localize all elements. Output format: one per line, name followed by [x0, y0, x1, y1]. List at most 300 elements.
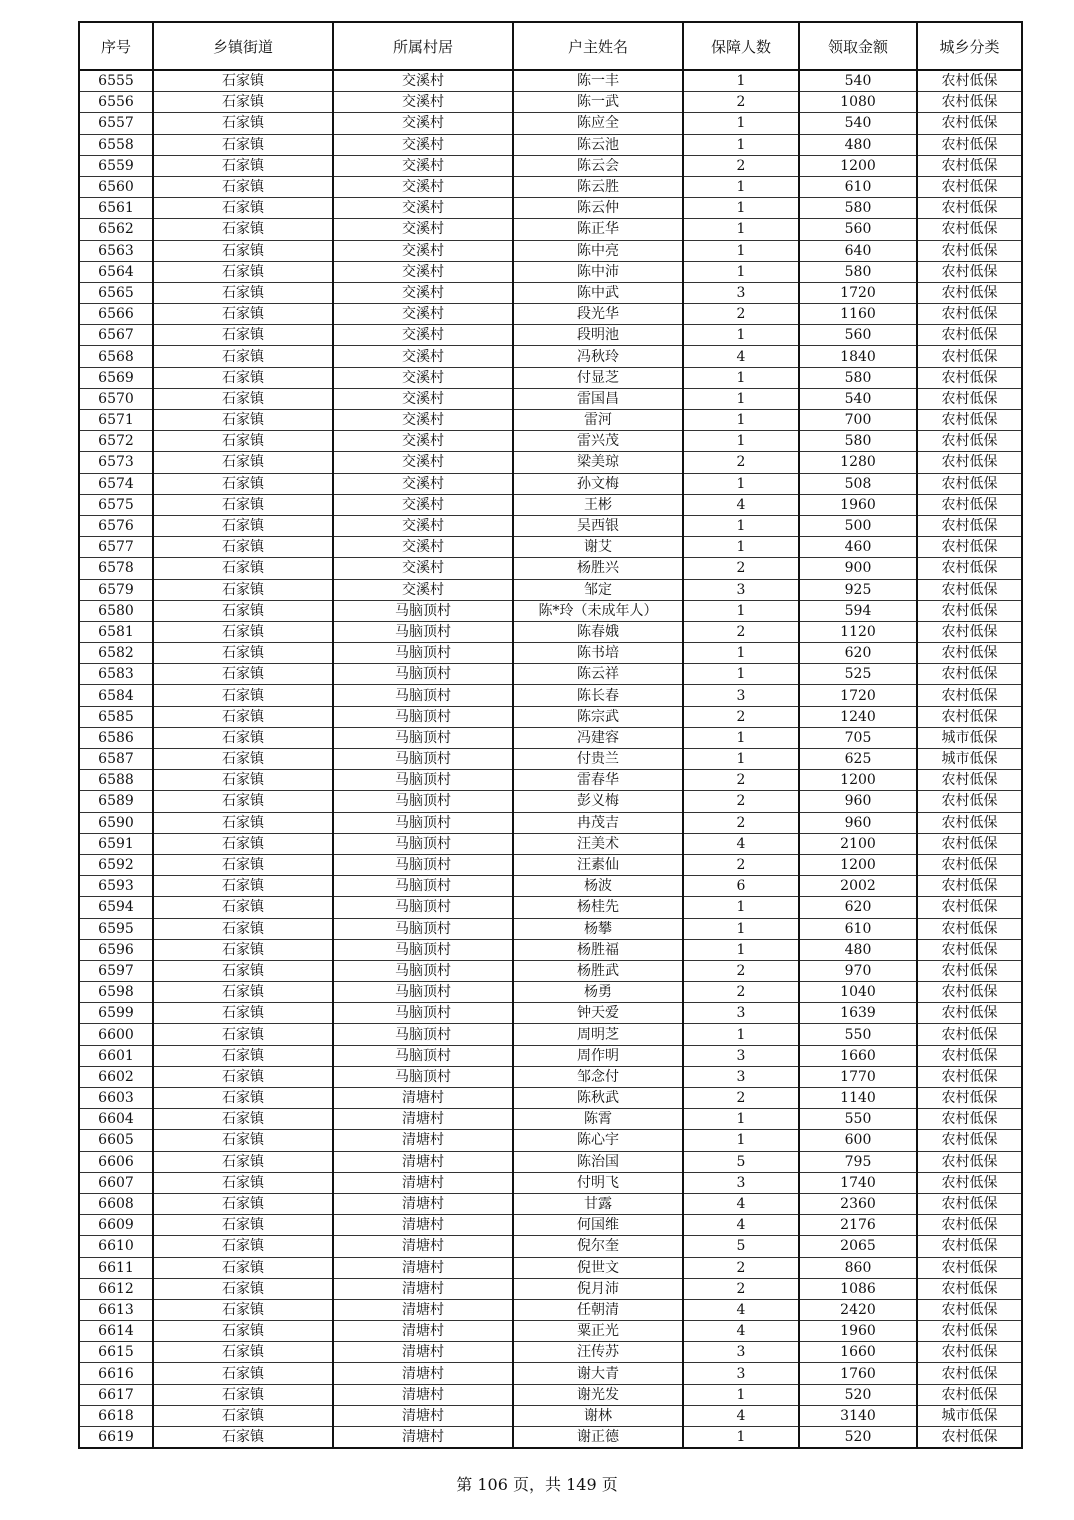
cell-village: 马脑顶村 [333, 897, 513, 918]
cell-village: 马脑顶村 [333, 600, 513, 621]
cell-householder-name: 何国维 [513, 1215, 683, 1236]
cell-category: 农村低保 [917, 1130, 1022, 1151]
cell-householder-name: 倪月沛 [513, 1278, 683, 1299]
cell-township: 石家镇 [153, 367, 333, 388]
cell-category: 农村低保 [917, 261, 1022, 282]
cell-serial-number: 6611 [79, 1257, 153, 1278]
cell-householder-name: 陈云胜 [513, 176, 683, 197]
table-row [79, 1045, 1022, 1066]
cell-amount: 1086 [799, 1278, 917, 1299]
cell-township: 石家镇 [153, 1342, 333, 1363]
cell-category: 农村低保 [917, 70, 1022, 92]
cell-category: 农村低保 [917, 431, 1022, 452]
table-row [79, 70, 1022, 92]
table-row [79, 770, 1022, 791]
cell-householder-name: 付显芝 [513, 367, 683, 388]
cell-village: 马脑顶村 [333, 1003, 513, 1024]
cell-category: 农村低保 [917, 1003, 1022, 1024]
table-row [79, 1130, 1022, 1151]
cell-township: 石家镇 [153, 1236, 333, 1257]
cell-township: 石家镇 [153, 1363, 333, 1384]
cell-category: 农村低保 [917, 1321, 1022, 1342]
cell-category: 农村低保 [917, 113, 1022, 134]
cell-amount: 1200 [799, 155, 917, 176]
cell-category: 农村低保 [917, 1363, 1022, 1384]
cell-township: 石家镇 [153, 1193, 333, 1214]
cell-village: 交溪村 [333, 282, 513, 303]
cell-serial-number: 6580 [79, 600, 153, 621]
cell-serial-number: 6576 [79, 515, 153, 536]
cell-amount: 525 [799, 664, 917, 685]
cell-township: 石家镇 [153, 240, 333, 261]
cell-covered-persons: 4 [683, 1321, 799, 1342]
cell-serial-number: 6587 [79, 749, 153, 770]
cell-covered-persons: 1 [683, 240, 799, 261]
cell-householder-name: 陈中沛 [513, 261, 683, 282]
cell-householder-name: 雷国昌 [513, 388, 683, 409]
cell-township: 石家镇 [153, 1321, 333, 1342]
cell-householder-name: 谢艾 [513, 537, 683, 558]
cell-category: 农村低保 [917, 1257, 1022, 1278]
cell-serial-number: 6555 [79, 70, 153, 92]
cell-covered-persons: 2 [683, 155, 799, 176]
cell-township: 石家镇 [153, 1384, 333, 1405]
table-row [79, 388, 1022, 409]
cell-township: 石家镇 [153, 1088, 333, 1109]
cell-township: 石家镇 [153, 1024, 333, 1045]
table-row [79, 1384, 1022, 1405]
cell-amount: 1840 [799, 346, 917, 367]
cell-covered-persons: 6 [683, 876, 799, 897]
cell-category: 农村低保 [917, 960, 1022, 981]
cell-householder-name: 甘露 [513, 1193, 683, 1214]
cell-covered-persons: 1 [683, 473, 799, 494]
cell-village: 交溪村 [333, 92, 513, 113]
cell-village: 马脑顶村 [333, 1066, 513, 1087]
cell-amount: 705 [799, 727, 917, 748]
cell-category: 农村低保 [917, 367, 1022, 388]
cell-householder-name: 杨胜兴 [513, 558, 683, 579]
table-row [79, 1321, 1022, 1342]
cell-householder-name: 陈云祥 [513, 664, 683, 685]
table-row [79, 113, 1022, 134]
cell-village: 马脑顶村 [333, 621, 513, 642]
table-row [79, 960, 1022, 981]
cell-covered-persons: 2 [683, 770, 799, 791]
table-row [79, 791, 1022, 812]
cell-village: 交溪村 [333, 537, 513, 558]
table-row [79, 918, 1022, 939]
cell-township: 石家镇 [153, 473, 333, 494]
cell-township: 石家镇 [153, 431, 333, 452]
cell-householder-name: 陈中武 [513, 282, 683, 303]
cell-village: 马脑顶村 [333, 876, 513, 897]
cell-category: 农村低保 [917, 452, 1022, 473]
cell-amount: 580 [799, 261, 917, 282]
cell-householder-name: 杨桂先 [513, 897, 683, 918]
cell-serial-number: 6558 [79, 134, 153, 155]
column-header-category: 城乡分类 [917, 22, 1022, 70]
cell-householder-name: 杨胜福 [513, 939, 683, 960]
cell-serial-number: 6586 [79, 727, 153, 748]
cell-village: 交溪村 [333, 261, 513, 282]
cell-category: 农村低保 [917, 1193, 1022, 1214]
cell-covered-persons: 4 [683, 1193, 799, 1214]
cell-serial-number: 6619 [79, 1427, 153, 1449]
cell-serial-number: 6613 [79, 1299, 153, 1320]
cell-householder-name: 梁美琼 [513, 452, 683, 473]
cell-village: 清塘村 [333, 1172, 513, 1193]
cell-covered-persons: 1 [683, 388, 799, 409]
cell-township: 石家镇 [153, 876, 333, 897]
cell-covered-persons: 2 [683, 1278, 799, 1299]
cell-serial-number: 6616 [79, 1363, 153, 1384]
cell-householder-name: 陈*玲（未成年人） [513, 600, 683, 621]
cell-serial-number: 6597 [79, 960, 153, 981]
cell-category: 农村低保 [917, 685, 1022, 706]
cell-township: 石家镇 [153, 176, 333, 197]
cell-village: 清塘村 [333, 1151, 513, 1172]
cell-amount: 925 [799, 579, 917, 600]
cell-township: 石家镇 [153, 643, 333, 664]
cell-township: 石家镇 [153, 1066, 333, 1087]
cell-covered-persons: 1 [683, 261, 799, 282]
cell-village: 交溪村 [333, 452, 513, 473]
cell-township: 石家镇 [153, 918, 333, 939]
cell-township: 石家镇 [153, 558, 333, 579]
cell-householder-name: 邹定 [513, 579, 683, 600]
cell-category: 农村低保 [917, 600, 1022, 621]
table-row [79, 1151, 1022, 1172]
cell-amount: 1639 [799, 1003, 917, 1024]
cell-covered-persons: 2 [683, 706, 799, 727]
cell-serial-number: 6557 [79, 113, 153, 134]
subsidy-roster-table [78, 21, 1023, 1449]
table-header [79, 22, 1022, 70]
cell-township: 石家镇 [153, 92, 333, 113]
cell-serial-number: 6599 [79, 1003, 153, 1024]
cell-category: 城市低保 [917, 727, 1022, 748]
cell-covered-persons: 1 [683, 70, 799, 92]
cell-householder-name: 陈云会 [513, 155, 683, 176]
cell-covered-persons: 5 [683, 1236, 799, 1257]
cell-householder-name: 付明飞 [513, 1172, 683, 1193]
cell-village: 马脑顶村 [333, 918, 513, 939]
cell-serial-number: 6585 [79, 706, 153, 727]
cell-covered-persons: 3 [683, 1363, 799, 1384]
cell-covered-persons: 1 [683, 134, 799, 155]
cell-category: 农村低保 [917, 1172, 1022, 1193]
cell-township: 石家镇 [153, 410, 333, 431]
cell-village: 马脑顶村 [333, 960, 513, 981]
cell-category: 农村低保 [917, 325, 1022, 346]
table-row [79, 304, 1022, 325]
cell-village: 马脑顶村 [333, 749, 513, 770]
cell-covered-persons: 3 [683, 1045, 799, 1066]
cell-householder-name: 陈宗武 [513, 706, 683, 727]
table-row [79, 1236, 1022, 1257]
cell-category: 农村低保 [917, 982, 1022, 1003]
cell-village: 马脑顶村 [333, 770, 513, 791]
cell-amount: 1770 [799, 1066, 917, 1087]
cell-amount: 2100 [799, 833, 917, 854]
cell-township: 石家镇 [153, 727, 333, 748]
cell-householder-name: 谢大青 [513, 1363, 683, 1384]
cell-amount: 1720 [799, 282, 917, 303]
cell-village: 清塘村 [333, 1088, 513, 1109]
cell-amount: 580 [799, 367, 917, 388]
cell-amount: 1740 [799, 1172, 917, 1193]
cell-amount: 1960 [799, 494, 917, 515]
cell-township: 石家镇 [153, 304, 333, 325]
cell-township: 石家镇 [153, 939, 333, 960]
cell-amount: 640 [799, 240, 917, 261]
cell-village: 马脑顶村 [333, 854, 513, 875]
cell-amount: 1080 [799, 92, 917, 113]
cell-category: 农村低保 [917, 494, 1022, 515]
table-row [79, 1342, 1022, 1363]
cell-serial-number: 6583 [79, 664, 153, 685]
cell-householder-name: 雷兴茂 [513, 431, 683, 452]
cell-covered-persons: 1 [683, 537, 799, 558]
cell-covered-persons: 3 [683, 1172, 799, 1193]
cell-township: 石家镇 [153, 1172, 333, 1193]
cell-amount: 460 [799, 537, 917, 558]
cell-village: 马脑顶村 [333, 706, 513, 727]
table-row [79, 282, 1022, 303]
cell-township: 石家镇 [153, 1257, 333, 1278]
cell-village: 交溪村 [333, 367, 513, 388]
cell-householder-name: 谢正德 [513, 1427, 683, 1449]
cell-category: 农村低保 [917, 1236, 1022, 1257]
table-row [79, 897, 1022, 918]
cell-village: 清塘村 [333, 1236, 513, 1257]
cell-householder-name: 倪尔奎 [513, 1236, 683, 1257]
table-row [79, 706, 1022, 727]
cell-covered-persons: 1 [683, 1024, 799, 1045]
cell-category: 农村低保 [917, 558, 1022, 579]
cell-township: 石家镇 [153, 113, 333, 134]
cell-township: 石家镇 [153, 1299, 333, 1320]
cell-category: 农村低保 [917, 515, 1022, 536]
cell-amount: 540 [799, 70, 917, 92]
cell-amount: 860 [799, 1257, 917, 1278]
table-row [79, 854, 1022, 875]
cell-householder-name: 周作明 [513, 1045, 683, 1066]
cell-covered-persons: 3 [683, 1066, 799, 1087]
cell-householder-name: 邹念付 [513, 1066, 683, 1087]
table-row [79, 643, 1022, 664]
cell-serial-number: 6571 [79, 410, 153, 431]
table-row [79, 621, 1022, 642]
table-row [79, 346, 1022, 367]
cell-amount: 2065 [799, 1236, 917, 1257]
column-header-township: 乡镇街道 [153, 22, 333, 70]
cell-covered-persons: 1 [683, 600, 799, 621]
cell-householder-name: 陈中亮 [513, 240, 683, 261]
cell-category: 城市低保 [917, 749, 1022, 770]
cell-householder-name: 陈正华 [513, 219, 683, 240]
cell-category: 农村低保 [917, 791, 1022, 812]
cell-category: 农村低保 [917, 1384, 1022, 1405]
cell-serial-number: 6566 [79, 304, 153, 325]
cell-serial-number: 6578 [79, 558, 153, 579]
cell-serial-number: 6562 [79, 219, 153, 240]
cell-amount: 1040 [799, 982, 917, 1003]
table-row [79, 494, 1022, 515]
cell-township: 石家镇 [153, 219, 333, 240]
cell-category: 农村低保 [917, 854, 1022, 875]
cell-village: 交溪村 [333, 176, 513, 197]
cell-village: 清塘村 [333, 1405, 513, 1426]
cell-amount: 960 [799, 791, 917, 812]
table-row [79, 240, 1022, 261]
cell-township: 石家镇 [153, 1215, 333, 1236]
cell-amount: 1720 [799, 685, 917, 706]
cell-amount: 620 [799, 643, 917, 664]
cell-category: 农村低保 [917, 770, 1022, 791]
cell-serial-number: 6588 [79, 770, 153, 791]
cell-amount: 1140 [799, 1088, 917, 1109]
cell-householder-name: 汪素仙 [513, 854, 683, 875]
cell-householder-name: 杨勇 [513, 982, 683, 1003]
cell-category: 农村低保 [917, 92, 1022, 113]
cell-category: 农村低保 [917, 1045, 1022, 1066]
cell-covered-persons: 1 [683, 1109, 799, 1130]
cell-category: 农村低保 [917, 1066, 1022, 1087]
table-row [79, 1257, 1022, 1278]
cell-serial-number: 6569 [79, 367, 153, 388]
cell-village: 清塘村 [333, 1109, 513, 1130]
table-row [79, 579, 1022, 600]
cell-householder-name: 陈应全 [513, 113, 683, 134]
cell-category: 农村低保 [917, 198, 1022, 219]
cell-village: 交溪村 [333, 431, 513, 452]
cell-serial-number: 6584 [79, 685, 153, 706]
cell-householder-name: 雷河 [513, 410, 683, 431]
cell-serial-number: 6612 [79, 1278, 153, 1299]
cell-householder-name: 谢光发 [513, 1384, 683, 1405]
cell-township: 石家镇 [153, 854, 333, 875]
cell-township: 石家镇 [153, 198, 333, 219]
table-row [79, 1278, 1022, 1299]
cell-township: 石家镇 [153, 282, 333, 303]
cell-amount: 1660 [799, 1045, 917, 1066]
cell-covered-persons: 5 [683, 1151, 799, 1172]
cell-covered-persons: 4 [683, 494, 799, 515]
cell-village: 马脑顶村 [333, 727, 513, 748]
table-row [79, 833, 1022, 854]
cell-householder-name: 任朝清 [513, 1299, 683, 1320]
cell-amount: 610 [799, 176, 917, 197]
cell-category: 农村低保 [917, 1024, 1022, 1045]
cell-category: 农村低保 [917, 304, 1022, 325]
table-row [79, 515, 1022, 536]
cell-serial-number: 6594 [79, 897, 153, 918]
cell-township: 石家镇 [153, 897, 333, 918]
table-row [79, 1427, 1022, 1449]
cell-serial-number: 6591 [79, 833, 153, 854]
cell-householder-name: 吴西银 [513, 515, 683, 536]
cell-serial-number: 6567 [79, 325, 153, 346]
cell-amount: 2360 [799, 1193, 917, 1214]
cell-covered-persons: 3 [683, 282, 799, 303]
cell-amount: 2420 [799, 1299, 917, 1320]
cell-category: 农村低保 [917, 388, 1022, 409]
cell-township: 石家镇 [153, 791, 333, 812]
cell-village: 清塘村 [333, 1321, 513, 1342]
cell-householder-name: 陈霄 [513, 1109, 683, 1130]
cell-householder-name: 汪美术 [513, 833, 683, 854]
table-row [79, 261, 1022, 282]
cell-covered-persons: 2 [683, 304, 799, 325]
cell-covered-persons: 1 [683, 367, 799, 388]
cell-covered-persons: 1 [683, 198, 799, 219]
cell-covered-persons: 2 [683, 92, 799, 113]
cell-serial-number: 6609 [79, 1215, 153, 1236]
cell-householder-name: 冯建容 [513, 727, 683, 748]
cell-serial-number: 6610 [79, 1236, 153, 1257]
cell-township: 石家镇 [153, 621, 333, 642]
cell-village: 清塘村 [333, 1427, 513, 1449]
cell-serial-number: 6590 [79, 812, 153, 833]
cell-covered-persons: 4 [683, 1215, 799, 1236]
cell-village: 清塘村 [333, 1215, 513, 1236]
cell-township: 石家镇 [153, 812, 333, 833]
cell-category: 农村低保 [917, 410, 1022, 431]
cell-amount: 1240 [799, 706, 917, 727]
cell-householder-name: 段光华 [513, 304, 683, 325]
cell-serial-number: 6603 [79, 1088, 153, 1109]
cell-amount: 970 [799, 960, 917, 981]
cell-village: 清塘村 [333, 1299, 513, 1320]
table-row [79, 1363, 1022, 1384]
cell-village: 交溪村 [333, 155, 513, 176]
table-row [79, 134, 1022, 155]
cell-serial-number: 6565 [79, 282, 153, 303]
cell-amount: 508 [799, 473, 917, 494]
cell-amount: 2176 [799, 1215, 917, 1236]
table-row [79, 325, 1022, 346]
cell-amount: 520 [799, 1427, 917, 1449]
cell-covered-persons: 2 [683, 960, 799, 981]
cell-householder-name: 冯秋玲 [513, 346, 683, 367]
cell-village: 交溪村 [333, 134, 513, 155]
cell-serial-number: 6615 [79, 1342, 153, 1363]
cell-householder-name: 陈云池 [513, 134, 683, 155]
cell-amount: 610 [799, 918, 917, 939]
column-header-village: 所属村居 [333, 22, 513, 70]
cell-covered-persons: 3 [683, 1342, 799, 1363]
cell-amount: 620 [799, 897, 917, 918]
cell-amount: 1200 [799, 770, 917, 791]
cell-serial-number: 6577 [79, 537, 153, 558]
cell-village: 清塘村 [333, 1363, 513, 1384]
table-row [79, 664, 1022, 685]
cell-township: 石家镇 [153, 325, 333, 346]
cell-covered-persons: 1 [683, 643, 799, 664]
cell-category: 农村低保 [917, 1215, 1022, 1236]
cell-covered-persons: 2 [683, 558, 799, 579]
cell-category: 城市低保 [917, 1405, 1022, 1426]
cell-serial-number: 6607 [79, 1172, 153, 1193]
cell-village: 马脑顶村 [333, 643, 513, 664]
cell-covered-persons: 2 [683, 452, 799, 473]
cell-category: 农村低保 [917, 664, 1022, 685]
cell-covered-persons: 1 [683, 1384, 799, 1405]
cell-village: 交溪村 [333, 240, 513, 261]
cell-householder-name: 孙文梅 [513, 473, 683, 494]
